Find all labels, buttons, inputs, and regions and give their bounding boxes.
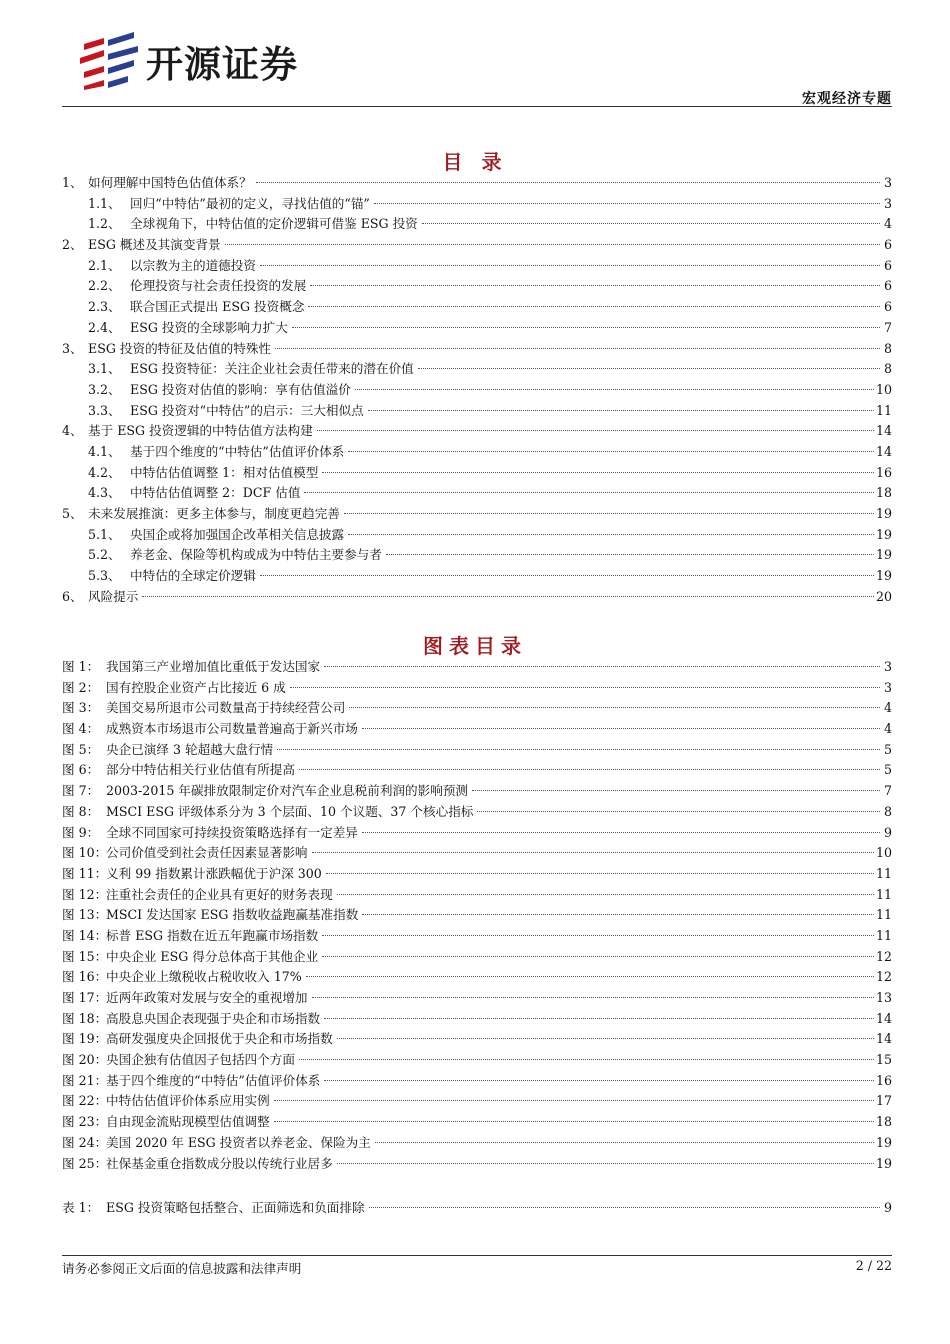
entry-page: 14 (875, 1010, 892, 1026)
list-entry[interactable] (62, 885, 892, 906)
entry-number: 图 15： (62, 948, 108, 964)
entry-title: 全球视角下，中特估值的定价逻辑可借鉴 ESG 投资 (130, 216, 418, 232)
entry-title: 风险提示 (88, 588, 139, 604)
leader-dots (362, 832, 880, 833)
entry-number: 3.2、 (88, 381, 121, 397)
list-entry[interactable] (62, 657, 892, 678)
list-entry[interactable] (62, 719, 892, 740)
entry-page: 4 (883, 216, 892, 232)
entry-number: 2.3、 (88, 299, 121, 315)
list-entry[interactable] (62, 1112, 892, 1133)
leader-dots (324, 666, 880, 667)
leader-dots (274, 1100, 874, 1101)
list-entry[interactable] (62, 967, 892, 988)
toc-entry[interactable] (62, 463, 892, 484)
entry-number: 5.2、 (88, 547, 121, 563)
entry-page: 16 (875, 464, 892, 480)
toc-entry[interactable] (62, 173, 892, 194)
entry-title: 如何理解中国特色估值体系？ (88, 175, 252, 190)
entry-page: 12 (875, 969, 892, 985)
entry-title: 中特估的全球定价逻辑 (130, 568, 256, 584)
entry-number: 图 18： (62, 1010, 108, 1026)
leader-dots (274, 1121, 874, 1122)
list-entry[interactable] (62, 1091, 892, 1112)
entry-page: 19 (875, 568, 892, 584)
leader-dots (337, 1163, 874, 1164)
leader-dots (225, 244, 880, 245)
company-logo (78, 30, 298, 92)
leader-dots (260, 265, 880, 266)
entry-title: 未来发展推演：更多主体参与，制度更趋完善 (88, 506, 340, 521)
entry-page: 9 (883, 824, 892, 840)
leader-dots (322, 472, 874, 473)
entry-number: 图 24： (62, 1134, 108, 1150)
leader-dots (277, 749, 880, 750)
entry-number: 3.1、 (88, 361, 121, 377)
entry-number: 图 2： (62, 679, 100, 695)
entry-number: 图 6： (62, 762, 100, 778)
entry-number: 2.2、 (88, 278, 121, 294)
figure-list (62, 657, 892, 1174)
list-entry[interactable] (62, 905, 892, 926)
entry-number: 图 9： (62, 824, 100, 840)
entry-page: 10 (875, 845, 892, 861)
toc-entry[interactable] (62, 421, 892, 442)
leader-dots (324, 1018, 874, 1019)
entry-number: 图 1： (62, 659, 100, 674)
entry-page: 7 (883, 783, 892, 799)
entry-number: 图 21： (62, 1072, 108, 1088)
entry-title: 全球不同国家可持续投资策略选择有一定差异 (106, 824, 358, 840)
entry-title: 中央企业上缴税收占税收收入 17% (106, 969, 302, 985)
entry-title: 联合国正式提出 ESG 投资概念 (130, 299, 305, 315)
entry-page: 3 (883, 679, 892, 695)
entry-title: 伦理投资与社会责任投资的发展 (130, 278, 307, 294)
entry-number: 图 4： (62, 721, 100, 737)
entry-number: 3、 (62, 340, 83, 356)
toc-title: 目 录 (442, 150, 508, 174)
toc-entry[interactable] (62, 235, 892, 256)
entry-page: 4 (883, 721, 892, 737)
entry-number: 2.4、 (88, 319, 121, 335)
leader-dots (299, 1059, 874, 1060)
header-divider (62, 106, 892, 107)
leader-dots (348, 534, 874, 535)
toc-entry[interactable] (62, 214, 892, 235)
list-entry[interactable] (62, 781, 892, 802)
entry-number: 图 20： (62, 1052, 108, 1068)
entry-title: 标普 ESG 指数在近五年跑赢市场指数 (106, 927, 319, 943)
leader-dots (260, 575, 874, 576)
list-entry[interactable] (62, 1154, 892, 1175)
leader-dots (308, 306, 880, 307)
toc-entry[interactable] (62, 359, 892, 380)
toc-entry[interactable] (62, 276, 892, 297)
leader-dots (362, 728, 880, 729)
entry-title: 高股息央国企表现强于央企和市场指数 (106, 1010, 321, 1026)
leader-dots (375, 1142, 874, 1143)
entry-page: 3 (883, 659, 892, 674)
toc-entry[interactable] (62, 256, 892, 277)
leader-dots (306, 976, 874, 977)
entry-number: 6、 (62, 588, 83, 604)
entry-page: 7 (883, 319, 892, 335)
leader-dots (337, 1038, 874, 1039)
toc-entry[interactable] (62, 380, 892, 401)
entry-number: 图 7： (62, 783, 100, 799)
entry-title: 国有控股企业资产占比接近 6 成 (106, 679, 286, 695)
toc-list (62, 173, 892, 607)
table-list (62, 1198, 892, 1219)
entry-page: 20 (875, 588, 892, 604)
list-entry[interactable] (62, 926, 892, 947)
entry-page: 3 (883, 175, 892, 190)
entry-title: 部分中特估相关行业估值有所提高 (106, 762, 295, 778)
leader-dots (349, 707, 880, 708)
entry-title: 央国企独有估值因子包括四个方面 (106, 1052, 295, 1068)
leader-dots (344, 513, 874, 514)
toc-entry[interactable] (62, 587, 892, 608)
entry-number: 图 3： (62, 700, 100, 716)
entry-number: 图 11： (62, 865, 108, 881)
leader-dots (322, 935, 874, 936)
toc-entry[interactable] (62, 339, 892, 360)
toc-entry[interactable] (62, 545, 892, 566)
entry-title: ESG 投资对“中特估”的启示：三大相似点 (130, 402, 364, 418)
entry-page: 14 (875, 423, 892, 439)
entry-page: 14 (875, 443, 892, 459)
entry-page: 4 (883, 700, 892, 716)
leader-dots (422, 223, 880, 224)
entry-page: 19 (875, 1155, 892, 1171)
page-header (62, 22, 892, 108)
leader-dots (142, 596, 874, 597)
list-entry[interactable] (62, 678, 892, 699)
entry-page: 6 (883, 237, 892, 253)
entry-title: 基于四个维度的“中特估”估值评价体系 (130, 443, 345, 459)
toc-entry[interactable] (62, 566, 892, 587)
leader-dots (472, 790, 880, 791)
leader-dots (312, 852, 874, 853)
entry-page: 11 (875, 402, 892, 418)
toc-entry[interactable] (62, 401, 892, 422)
entry-page: 17 (875, 1093, 892, 1109)
toc-entry[interactable] (62, 194, 892, 215)
leader-dots (317, 430, 874, 431)
entry-title: 央企已演绎 3 轮超越大盘行情 (106, 741, 274, 757)
leader-dots (322, 956, 874, 957)
toc-entry[interactable] (62, 297, 892, 318)
entry-title: 注重社会责任的企业具有更好的财务表现 (106, 886, 333, 902)
entry-page: 11 (875, 865, 892, 881)
figure-list-title: 图表目录 (423, 634, 527, 658)
entry-number: 图 19： (62, 1031, 108, 1047)
entry-page: 8 (883, 361, 892, 377)
entry-title: ESG 投资的全球影响力扩大 (130, 319, 288, 335)
entry-number: 2.1、 (88, 257, 121, 273)
entry-title: 中央企业 ESG 得分总体高于其他企业 (106, 948, 319, 964)
leader-dots (355, 389, 874, 390)
entry-title: ESG 投资特征：关注企业社会责任带来的潜在价值 (130, 361, 414, 377)
list-entry[interactable] (62, 988, 892, 1009)
leader-dots (304, 492, 874, 493)
entry-page: 16 (875, 1072, 892, 1088)
entry-page: 15 (875, 1052, 892, 1068)
leader-dots (299, 769, 880, 770)
list-entry[interactable] (62, 823, 892, 844)
entry-number: 图 8： (62, 803, 100, 819)
entry-title: 社保基金重仓指数成分股以传统行业居多 (106, 1155, 333, 1171)
entry-number: 4.3、 (88, 485, 121, 501)
entry-number: 图 12： (62, 886, 108, 902)
entry-title: 中特估估值调整 2：DCF 估值 (130, 485, 301, 501)
list-entry[interactable] (62, 843, 892, 864)
list-entry[interactable] (62, 1198, 892, 1219)
leader-dots (292, 327, 880, 328)
leader-dots (275, 348, 880, 349)
entry-number: 图 22： (62, 1093, 108, 1109)
list-entry[interactable] (62, 698, 892, 719)
entry-page: 8 (883, 803, 892, 819)
entry-number: 5、 (62, 506, 83, 521)
entry-number: 图 13： (62, 907, 108, 923)
entry-number: 表 1： (62, 1200, 100, 1215)
leader-dots (290, 687, 880, 688)
leader-dots (324, 1080, 874, 1081)
entry-number: 4.1、 (88, 443, 121, 459)
toc-entry[interactable] (62, 504, 892, 525)
leader-dots (348, 451, 874, 452)
entry-page: 19 (875, 1134, 892, 1150)
entry-number: 1.2、 (88, 216, 121, 232)
list-entry[interactable] (62, 947, 892, 968)
entry-page: 3 (883, 195, 892, 211)
entry-page: 18 (875, 485, 892, 501)
report-category: 宏观经济专题 (802, 91, 892, 107)
entry-page: 11 (875, 907, 892, 923)
entry-number: 图 14： (62, 927, 108, 943)
entry-title: 基于 ESG 投资逻辑的中特估值方法构建 (88, 423, 313, 439)
leader-dots (337, 894, 874, 895)
page-number: 2 / 22 (855, 1258, 892, 1273)
entry-number: 4、 (62, 423, 83, 439)
entry-page: 6 (883, 257, 892, 273)
entry-title: 近两年政策对发展与安全的重视增加 (106, 990, 308, 1005)
leader-dots (418, 368, 880, 369)
leader-dots (326, 873, 874, 874)
entry-page: 19 (875, 526, 892, 542)
entry-page: 11 (875, 927, 892, 943)
entry-number: 5.1、 (88, 526, 121, 542)
toc-entry[interactable] (62, 483, 892, 504)
toc-entry[interactable] (62, 525, 892, 546)
leader-dots (362, 914, 874, 915)
entry-number: 1、 (62, 175, 83, 190)
entry-title: ESG 投资对估值的影响：享有估值溢价 (130, 381, 351, 397)
leader-dots (368, 410, 874, 411)
list-entry[interactable] (62, 864, 892, 885)
footer-divider (62, 1255, 892, 1256)
entry-title: 中特估估值调整 1：相对估值模型 (130, 464, 319, 480)
entry-number: 图 17： (62, 990, 108, 1005)
entry-title: 中特估估值评价体系应用实例 (106, 1093, 270, 1109)
entry-title: ESG 投资策略包括整合、正面筛选和负面排除 (106, 1200, 365, 1215)
list-entry[interactable] (62, 1029, 892, 1050)
entry-number: 图 16： (62, 969, 108, 985)
entry-number: 图 10： (62, 845, 108, 861)
list-entry[interactable] (62, 760, 892, 781)
entry-number: 图 23： (62, 1114, 108, 1130)
entry-number: 3.3、 (88, 402, 121, 418)
list-entry[interactable] (62, 1050, 892, 1071)
leader-dots (374, 203, 880, 204)
entry-title: MSCI 发达国家 ESG 指数收益跑赢基准指数 (106, 907, 359, 923)
brand-name: 开源证券 (146, 43, 298, 86)
leader-dots (312, 997, 874, 998)
entry-title: ESG 概述及其演变背景 (88, 237, 221, 253)
entry-number: 4.2、 (88, 464, 121, 480)
leader-dots (369, 1207, 880, 1208)
leader-dots (256, 182, 880, 183)
entry-number: 2、 (62, 237, 83, 253)
entry-page: 19 (875, 506, 892, 521)
entry-page: 5 (883, 741, 892, 757)
list-entry[interactable] (62, 1009, 892, 1030)
list-entry[interactable] (62, 1133, 892, 1154)
footer-disclaimer: 请务必参阅正文后面的信息披露和法律声明 (62, 1261, 302, 1276)
entry-page: 19 (875, 547, 892, 563)
entry-number: 图 5： (62, 741, 100, 757)
logo-mark-icon (78, 30, 140, 92)
entry-title: 成熟资本市场退市公司数量普遍高于新兴市场 (106, 721, 358, 737)
entry-title: ESG 投资的特征及估值的特殊性 (88, 340, 272, 356)
entry-page: 6 (883, 299, 892, 315)
leader-dots (310, 285, 880, 286)
entry-title: 美国 2020 年 ESG 投资者以养老金、保险为主 (106, 1134, 371, 1150)
entry-title: 以宗教为主的道德投资 (130, 257, 256, 273)
list-entry[interactable] (62, 1071, 892, 1092)
list-entry[interactable] (62, 802, 892, 823)
toc-entry[interactable] (62, 318, 892, 339)
entry-title: 2003-2015 年碳排放限制定价对汽车企业息税前利润的影响预测 (106, 783, 469, 799)
list-entry[interactable] (62, 740, 892, 761)
leader-dots (386, 554, 874, 555)
entry-page: 8 (883, 340, 892, 356)
entry-title: 养老金、保险等机构或成为中特估主要参与者 (130, 547, 382, 563)
entry-page: 18 (875, 1114, 892, 1130)
entry-title: 自由现金流贴现模型估值调整 (106, 1114, 270, 1130)
entry-page: 14 (875, 1031, 892, 1047)
entry-page: 9 (883, 1200, 892, 1215)
entry-page: 12 (875, 948, 892, 964)
entry-title: 我国第三产业增加值比重低于发达国家 (106, 659, 321, 674)
entry-title: 回归“中特估”最初的定义，寻找估值的“锚” (130, 195, 370, 211)
entry-page: 6 (883, 278, 892, 294)
entry-title: 基于四个维度的“中特估”估值评价体系 (106, 1072, 321, 1088)
entry-page: 10 (875, 381, 892, 397)
entry-title: 义利 99 指数累计涨跌幅优于沪深 300 (106, 865, 322, 881)
entry-title: MSCI ESG 评级体系分为 3 个层面、10 个议题、37 个核心指标 (106, 803, 474, 819)
entry-page: 5 (883, 762, 892, 778)
entry-number: 图 25： (62, 1155, 108, 1171)
entry-number: 1.1、 (88, 195, 121, 211)
entry-title: 高研发强度央企回报优于央企和市场指数 (106, 1031, 333, 1047)
entry-title: 公司价值受到社会责任因素显著影响 (106, 845, 308, 861)
leader-dots (477, 811, 880, 812)
entry-title: 央国企或将加强国企改革相关信息披露 (130, 526, 345, 542)
entry-number: 5.3、 (88, 568, 121, 584)
entry-page: 13 (875, 990, 892, 1005)
toc-entry[interactable] (62, 442, 892, 463)
entry-title: 美国交易所退市公司数量高于持续经营公司 (106, 700, 346, 716)
entry-page: 11 (875, 886, 892, 902)
